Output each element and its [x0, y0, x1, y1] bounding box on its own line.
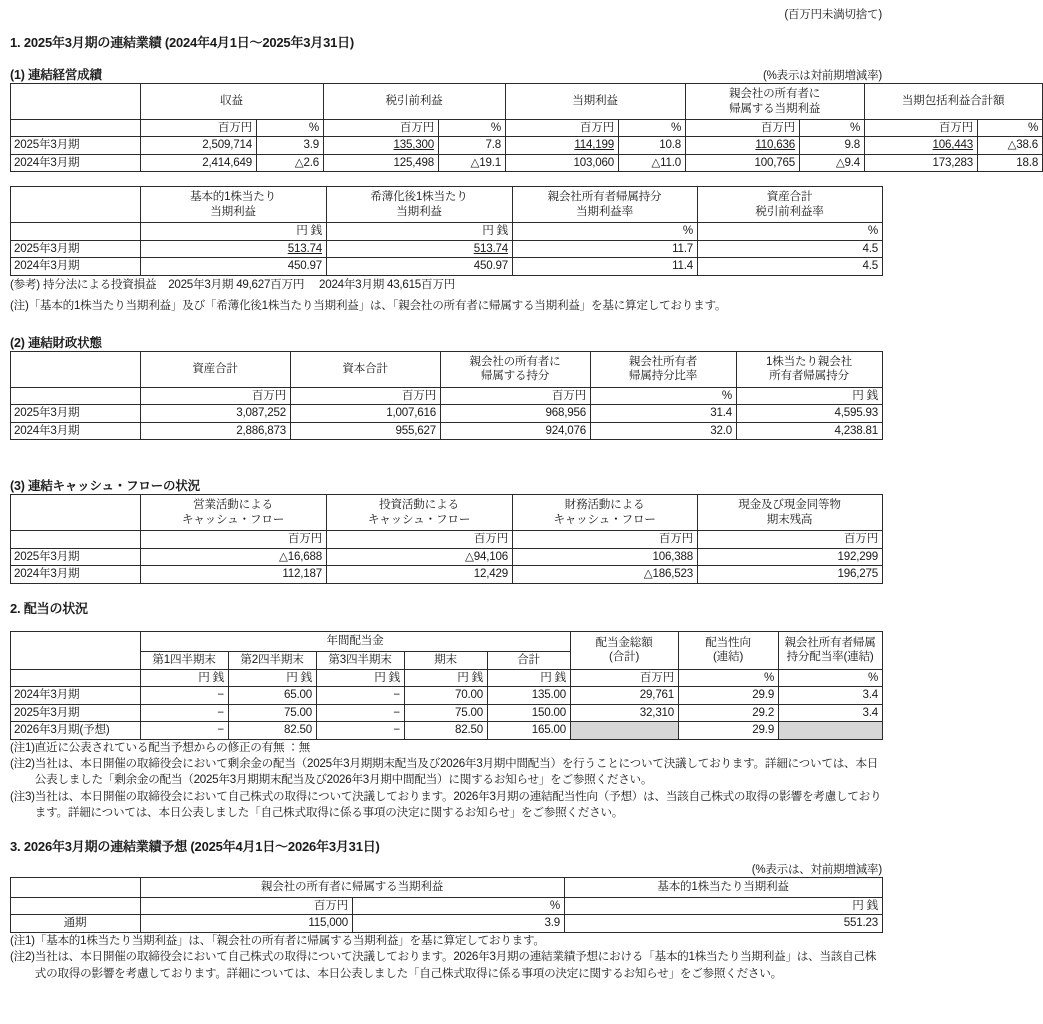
col-header-operating-cf-line2: キャッシュ・フロー	[181, 512, 285, 526]
unit-year-end-yen-sen: 円 銭	[405, 669, 488, 686]
col-header-roa	[698, 187, 883, 223]
cell-roe: 11.4	[513, 258, 698, 275]
unit-pretax-million: 百万円	[324, 120, 439, 137]
col-header-attributable-profit-line2: 帰属する当期利益	[728, 101, 821, 115]
col-header-roe-line2: 当期利益率	[576, 204, 633, 218]
cell-year-end: 70.00	[405, 687, 488, 704]
cell-dividend-on-equity: 3.4	[779, 687, 883, 704]
dividend-note-1-label: (注1)	[10, 740, 35, 754]
cell-dividend-on-equity-blank	[779, 722, 883, 739]
unit-profit-pct: %	[619, 120, 686, 137]
dividend-note-3-label: (注3)	[10, 789, 35, 803]
forecast-table	[10, 877, 883, 933]
cell-q2: 82.50	[229, 722, 317, 739]
unit-total-yen-sen: 円 銭	[488, 669, 571, 686]
col-header-q2: 第2四半期末	[229, 651, 317, 669]
cell-attrib: 100,765	[686, 154, 800, 171]
col-header-basic-eps-line1: 基本的1株当たり	[189, 190, 276, 204]
dividend-note-2-text: 当社は、本日開催の取締役会において剰余金の配当（2025年3月期期末配当及び2026年3月期中間配当）を行うことについて決議しております。詳細については、本日公表しました「剰余金の配当（2025年3月期期末配当及び2026年3月期中間配当）に関するお知らせ」をご参照ください。	[34, 757, 879, 787]
row-period: 2024年3月期	[11, 422, 141, 439]
col-header-total-assets: 資産合計	[141, 351, 291, 387]
unit-row-label	[11, 120, 141, 137]
row-period: 2024年3月期	[11, 566, 141, 583]
per-share-note: (注)「基本的1株当たり当期利益」及び「希薄化後1株当たり当期利益」は、「親会社の所有者に帰属する当期利益」を基に算定しております。	[10, 298, 727, 312]
row-period: 2025年3月期	[11, 548, 141, 565]
unit-assets-million: 百万円	[141, 387, 291, 404]
unit-attrib-pct: %	[800, 120, 865, 137]
col-header-financing-cf-line2: キャッシュ・フロー	[553, 512, 656, 526]
cell-profit-pct: 10.8	[619, 137, 686, 154]
section-3-pct-note: (%表示は、対前期増減率)	[751, 863, 882, 876]
table-corner-cell	[11, 84, 141, 120]
table-row	[11, 240, 883, 257]
row-period: 2024年3月期	[11, 154, 141, 171]
cell-dividend-on-equity: 3.4	[779, 704, 883, 721]
cell-operating-cf: 112,187	[141, 566, 327, 583]
col-header-total: 合計	[488, 651, 571, 669]
table-row	[11, 154, 1043, 171]
col-header-diluted-eps-line1: 希薄化後1株当たり	[370, 190, 468, 204]
per-share-table	[10, 186, 883, 275]
cell-forecast-eps: 551.23	[565, 915, 883, 932]
cell-basic-eps: 513.74	[141, 240, 327, 257]
unit-comprehensive-million: 百万円	[865, 120, 978, 137]
table-row-forecast	[11, 722, 883, 739]
cell-payout-ratio: 29.9	[679, 687, 779, 704]
col-header-attributable-profit-line1: 親会社の所有者に	[728, 87, 821, 101]
unit-total-amount-million: 百万円	[571, 669, 679, 686]
unit-profit-million: 百万円	[506, 120, 619, 137]
col-header-total-dividend-amount	[571, 631, 679, 669]
col-header-financing-cf-line1: 財務活動による	[564, 498, 645, 512]
cell-attrib: 110,636	[686, 137, 800, 154]
cell-pretax: 125,498	[324, 154, 439, 171]
col-header-bps-line2: 所有者帰属持分	[769, 369, 849, 383]
cell-pretax: 135,300	[324, 137, 439, 154]
col-header-payout-ratio	[679, 631, 779, 669]
col-header-dividend-on-equity	[779, 631, 883, 669]
unit-comprehensive-pct: %	[978, 120, 1043, 137]
row-period-full-year: 通期	[11, 915, 141, 932]
row-period: 2025年3月期	[11, 405, 141, 422]
forecast-note-2	[10, 949, 882, 982]
col-header-basic-eps-line2: 当期利益	[210, 204, 256, 218]
table-row	[11, 405, 883, 422]
cell-payout-ratio: 29.2	[679, 704, 779, 721]
cell-bps: 4,238.81	[737, 422, 883, 439]
row-period: 2025年3月期	[11, 704, 141, 721]
cell-profit-pct: △11.0	[619, 154, 686, 171]
col-header-roa-line1: 資産合計	[766, 190, 813, 204]
col-header-bps-line1: 1株当たり親会社	[765, 354, 852, 368]
table-row	[11, 137, 1043, 154]
cell-q2: 65.00	[229, 687, 317, 704]
dividend-note-1-text: 直近に公表されている配当予想からの修正の有無 ：無	[34, 740, 310, 754]
cell-revenue-pct: 3.9	[257, 137, 324, 154]
table-row	[11, 566, 883, 583]
col-header-diluted-eps-line2: 当期利益	[396, 204, 442, 218]
dividend-note-2	[10, 756, 882, 789]
dividend-note-3	[10, 789, 882, 822]
cell-profit: 103,060	[506, 154, 619, 171]
cell-total-equity: 955,627	[291, 422, 441, 439]
col-header-investing-cf-line2: キャッシュ・フロー	[367, 512, 471, 526]
cell-forecast-profit: 115,000	[141, 915, 353, 932]
cell-revenue: 2,414,649	[141, 154, 257, 171]
cell-total-amount-blank	[571, 722, 679, 739]
col-header-roe-line1: 親会社所有者帰属持分	[547, 190, 662, 204]
unit-basic-yen-sen: 円 銭	[141, 223, 327, 240]
col-header-equity-ratio-line2: 帰属持分比率	[628, 369, 698, 383]
col-header-investing-cf-line1: 投資活動による	[379, 498, 459, 512]
dividend-note-2-label: (注2)	[10, 757, 35, 770]
section-1-2-title: (2) 連結財政状態	[10, 335, 102, 350]
unit-row-label	[11, 387, 141, 404]
cell-diluted-eps: 450.97	[327, 258, 513, 275]
cell-q1: −	[141, 704, 229, 721]
table-row	[11, 704, 883, 721]
cell-q3: −	[317, 687, 405, 704]
unit-forecast-pct: %	[353, 897, 565, 914]
unit-cash-million: 百万円	[698, 531, 883, 548]
col-header-attributable-profit	[686, 84, 865, 120]
col-header-pretax-profit: 税引前利益	[324, 84, 506, 120]
table-row	[11, 258, 883, 275]
col-header-q1: 第1四半期末	[141, 651, 229, 669]
forecast-note-1	[10, 933, 882, 949]
cell-forecast-pct: 3.9	[353, 915, 565, 932]
cell-attributable-equity: 968,956	[441, 405, 591, 422]
col-header-cash-balance-line1: 現金及び現金同等物	[738, 498, 841, 512]
unit-roe-pct: %	[513, 223, 698, 240]
cell-attrib-pct: △9.4	[800, 154, 865, 171]
cell-comprehensive: 106,443	[865, 137, 978, 154]
forecast-note-2-label: (注2)	[10, 950, 35, 964]
cell-year-end: 82.50	[405, 722, 488, 739]
col-header-operating-cf-line1: 営業活動による	[193, 498, 273, 512]
section-2-title: 2. 配当の状況	[10, 600, 88, 616]
col-header-operating-cf	[141, 495, 327, 531]
col-header-investing-cf	[327, 495, 513, 531]
cell-financing-cf: △186,523	[513, 566, 698, 583]
dividend-table	[10, 631, 883, 740]
col-header-dividend-on-equity-line2: 持分配当率(連結)	[786, 650, 874, 664]
cell-comprehensive: 173,283	[865, 154, 978, 171]
table-row	[11, 687, 883, 704]
col-header-cash-balance	[698, 495, 883, 531]
dividend-note-1	[10, 740, 882, 756]
unit-payout-pct: %	[679, 669, 779, 686]
cell-q3: −	[317, 722, 405, 739]
table-corner-cell	[11, 495, 141, 531]
col-header-attributable-equity-line2: 帰属する持分	[480, 369, 550, 383]
cell-total: 150.00	[488, 704, 571, 721]
unit-roa-pct: %	[698, 223, 883, 240]
unit-bps-yen-sen: 円 銭	[737, 387, 883, 404]
table-row	[11, 915, 883, 932]
row-period: 2024年3月期	[11, 258, 141, 275]
table-corner-cell	[11, 187, 141, 223]
table-corner-cell	[11, 877, 141, 897]
dividend-note-3-text: 当社は、本日開催の取締役会において自己株式の取得について決議しております。2026年3月期の連結配当性向（予想）は、当該自己株式の取得の影響を考慮しております。詳細については、本日公表しました「自己株式取得に係る事項の決定に関するお知らせ」をご参照ください。	[34, 789, 882, 820]
cell-basic-eps: 450.97	[141, 258, 327, 275]
cell-q1: −	[141, 687, 229, 704]
col-header-total-equity: 資本合計	[291, 351, 441, 387]
cell-cash-balance: 192,299	[698, 548, 883, 565]
cell-attributable-equity: 924,076	[441, 422, 591, 439]
unit-forecast-yen-sen: 円 銭	[565, 897, 883, 914]
unit-q2-yen-sen: 円 銭	[229, 669, 317, 686]
col-header-forecast-attributable-profit: 親会社の所有者に帰属する当期利益	[141, 877, 565, 897]
cell-total: 165.00	[488, 722, 571, 739]
cell-q2: 75.00	[229, 704, 317, 721]
cell-equity-ratio: 31.4	[591, 405, 737, 422]
unit-row-label	[11, 223, 141, 240]
unit-diluted-yen-sen: 円 銭	[327, 223, 513, 240]
cell-roe: 11.7	[513, 240, 698, 257]
cell-pretax-pct: △19.1	[439, 154, 506, 171]
section-1-1-title: (1) 連結経営成績	[10, 68, 102, 82]
col-header-attributable-equity	[441, 351, 591, 387]
forecast-note-1-label: (注1)	[10, 933, 35, 947]
col-header-q3: 第3四半期末	[317, 651, 405, 669]
cell-comprehensive-pct: 18.8	[978, 154, 1043, 171]
consolidated-results-table	[10, 83, 1043, 172]
cell-bps: 4,595.93	[737, 405, 883, 422]
col-header-profit: 当期利益	[506, 84, 686, 120]
cell-payout-ratio: 29.9	[679, 722, 779, 739]
unit-equity-million: 百万円	[291, 387, 441, 404]
cell-total-amount: 32,310	[571, 704, 679, 721]
col-header-cash-balance-line2: 期末残高	[766, 512, 813, 526]
row-period: 2026年3月期(予想)	[11, 722, 141, 739]
unit-row-label	[11, 897, 141, 914]
cell-total-equity: 1,007,616	[291, 405, 441, 422]
cell-comprehensive-pct: △38.6	[978, 137, 1043, 154]
rounding-note: (百万円未満切捨て)	[784, 9, 882, 21]
col-header-total-dividend-amount-line2: (合計)	[609, 650, 640, 664]
unit-revenue-pct: %	[257, 120, 324, 137]
col-header-basic-eps	[141, 187, 327, 223]
unit-forecast-million: 百万円	[141, 897, 353, 914]
row-period: 2025年3月期	[11, 137, 141, 154]
col-header-equity-ratio-line1: 親会社所有者	[628, 354, 698, 368]
col-header-dividend-on-equity-line1: 親会社所有者帰属	[784, 635, 876, 649]
cell-diluted-eps: 513.74	[327, 240, 513, 257]
cell-revenue: 2,509,714	[141, 137, 257, 154]
forecast-note-1-text: 「基本的1株当たり当期利益」は、「親会社の所有者に帰属する当期利益」を基に算定しております。	[34, 933, 545, 947]
unit-attrib-equity-million: 百万円	[441, 387, 591, 404]
col-header-attributable-equity-line1: 親会社の所有者に	[469, 354, 561, 368]
col-header-forecast-eps: 基本的1株当たり当期利益	[565, 877, 883, 897]
table-row	[11, 422, 883, 439]
cell-operating-cf: △16,688	[141, 548, 327, 565]
col-header-comprehensive-income: 当期包括利益合計額	[865, 84, 1043, 120]
unit-row-label	[11, 669, 141, 686]
unit-revenue-million: 百万円	[141, 120, 257, 137]
forecast-note-2-text: 当社は、本日開催の取締役会において自己株式の取得について決議しております。2026年3月期の連結業績予想における「基本的1株当たり当期利益」は、当該自己株式の取得の影響を考慮しております。詳細については、本日公表しました「自己株式取得に係る事項の決定に関するお知らせ」をご参照ください。	[34, 950, 877, 980]
unit-q3-yen-sen: 円 銭	[317, 669, 405, 686]
financial-position-table	[10, 351, 883, 440]
cell-equity-ratio: 32.0	[591, 422, 737, 439]
table-corner-cell	[11, 351, 141, 387]
col-header-financing-cf	[513, 495, 698, 531]
section-1-1-pct-note: (%表示は対前期増減率)	[763, 70, 882, 82]
col-header-annual-dividend: 年間配当金	[141, 631, 571, 651]
cell-roa: 4.5	[698, 258, 883, 275]
cell-total-assets: 3,087,252	[141, 405, 291, 422]
cell-total-amount: 29,761	[571, 687, 679, 704]
col-header-equity-ratio	[591, 351, 737, 387]
col-header-diluted-eps	[327, 187, 513, 223]
cell-investing-cf: △94,106	[327, 548, 513, 565]
unit-operating-million: 百万円	[141, 531, 327, 548]
cell-pretax-pct: 7.8	[439, 137, 506, 154]
section-1-3-title: (3) 連結キャッシュ・フローの状況	[10, 479, 200, 494]
cell-attrib-pct: 9.8	[800, 137, 865, 154]
table-corner-cell	[11, 631, 141, 669]
col-header-bps	[737, 351, 883, 387]
unit-financing-million: 百万円	[513, 531, 698, 548]
unit-pretax-pct: %	[439, 120, 506, 137]
cell-total: 135.00	[488, 687, 571, 704]
cell-revenue-pct: △2.6	[257, 154, 324, 171]
unit-q1-yen-sen: 円 銭	[141, 669, 229, 686]
cell-q1: −	[141, 722, 229, 739]
col-header-total-dividend-amount-line1: 配当金総額	[595, 635, 653, 649]
row-period: 2024年3月期	[11, 687, 141, 704]
section-1-title: 1. 2025年3月期の連結業績 (2024年4月1日〜2025年3月31日)	[10, 35, 355, 50]
cell-profit: 114,199	[506, 137, 619, 154]
cell-investing-cf: 12,429	[327, 566, 513, 583]
col-header-payout-ratio-line2: (連結)	[713, 650, 744, 664]
unit-dor-pct: %	[779, 669, 883, 686]
unit-investing-million: 百万円	[327, 531, 513, 548]
cash-flow-table	[10, 494, 883, 583]
unit-row-label	[11, 531, 141, 548]
section-3-title: 3. 2026年3月期の連結業績予想 (2025年4月1日〜2026年3月31日)	[10, 838, 380, 854]
col-header-payout-ratio-line1: 配当性向	[705, 635, 751, 649]
unit-ratio-pct: %	[591, 387, 737, 404]
cell-cash-balance: 196,275	[698, 566, 883, 583]
col-header-roe	[513, 187, 698, 223]
col-header-year-end: 期末	[405, 651, 488, 669]
cell-roa: 4.5	[698, 240, 883, 257]
cell-total-assets: 2,886,873	[141, 422, 291, 439]
table-row	[11, 548, 883, 565]
cell-year-end: 75.00	[405, 704, 488, 721]
unit-attrib-million: 百万円	[686, 120, 800, 137]
cell-financing-cf: 106,388	[513, 548, 698, 565]
row-period: 2025年3月期	[11, 240, 141, 257]
col-header-roa-line2: 税引前利益率	[755, 204, 824, 218]
col-header-revenue: 収益	[141, 84, 324, 120]
equity-method-reference: (参考) 持分法による投資損益 2025年3月期 49,627百万円 2024年3月期 43,615百万円	[10, 277, 456, 291]
cell-q3: −	[317, 704, 405, 721]
